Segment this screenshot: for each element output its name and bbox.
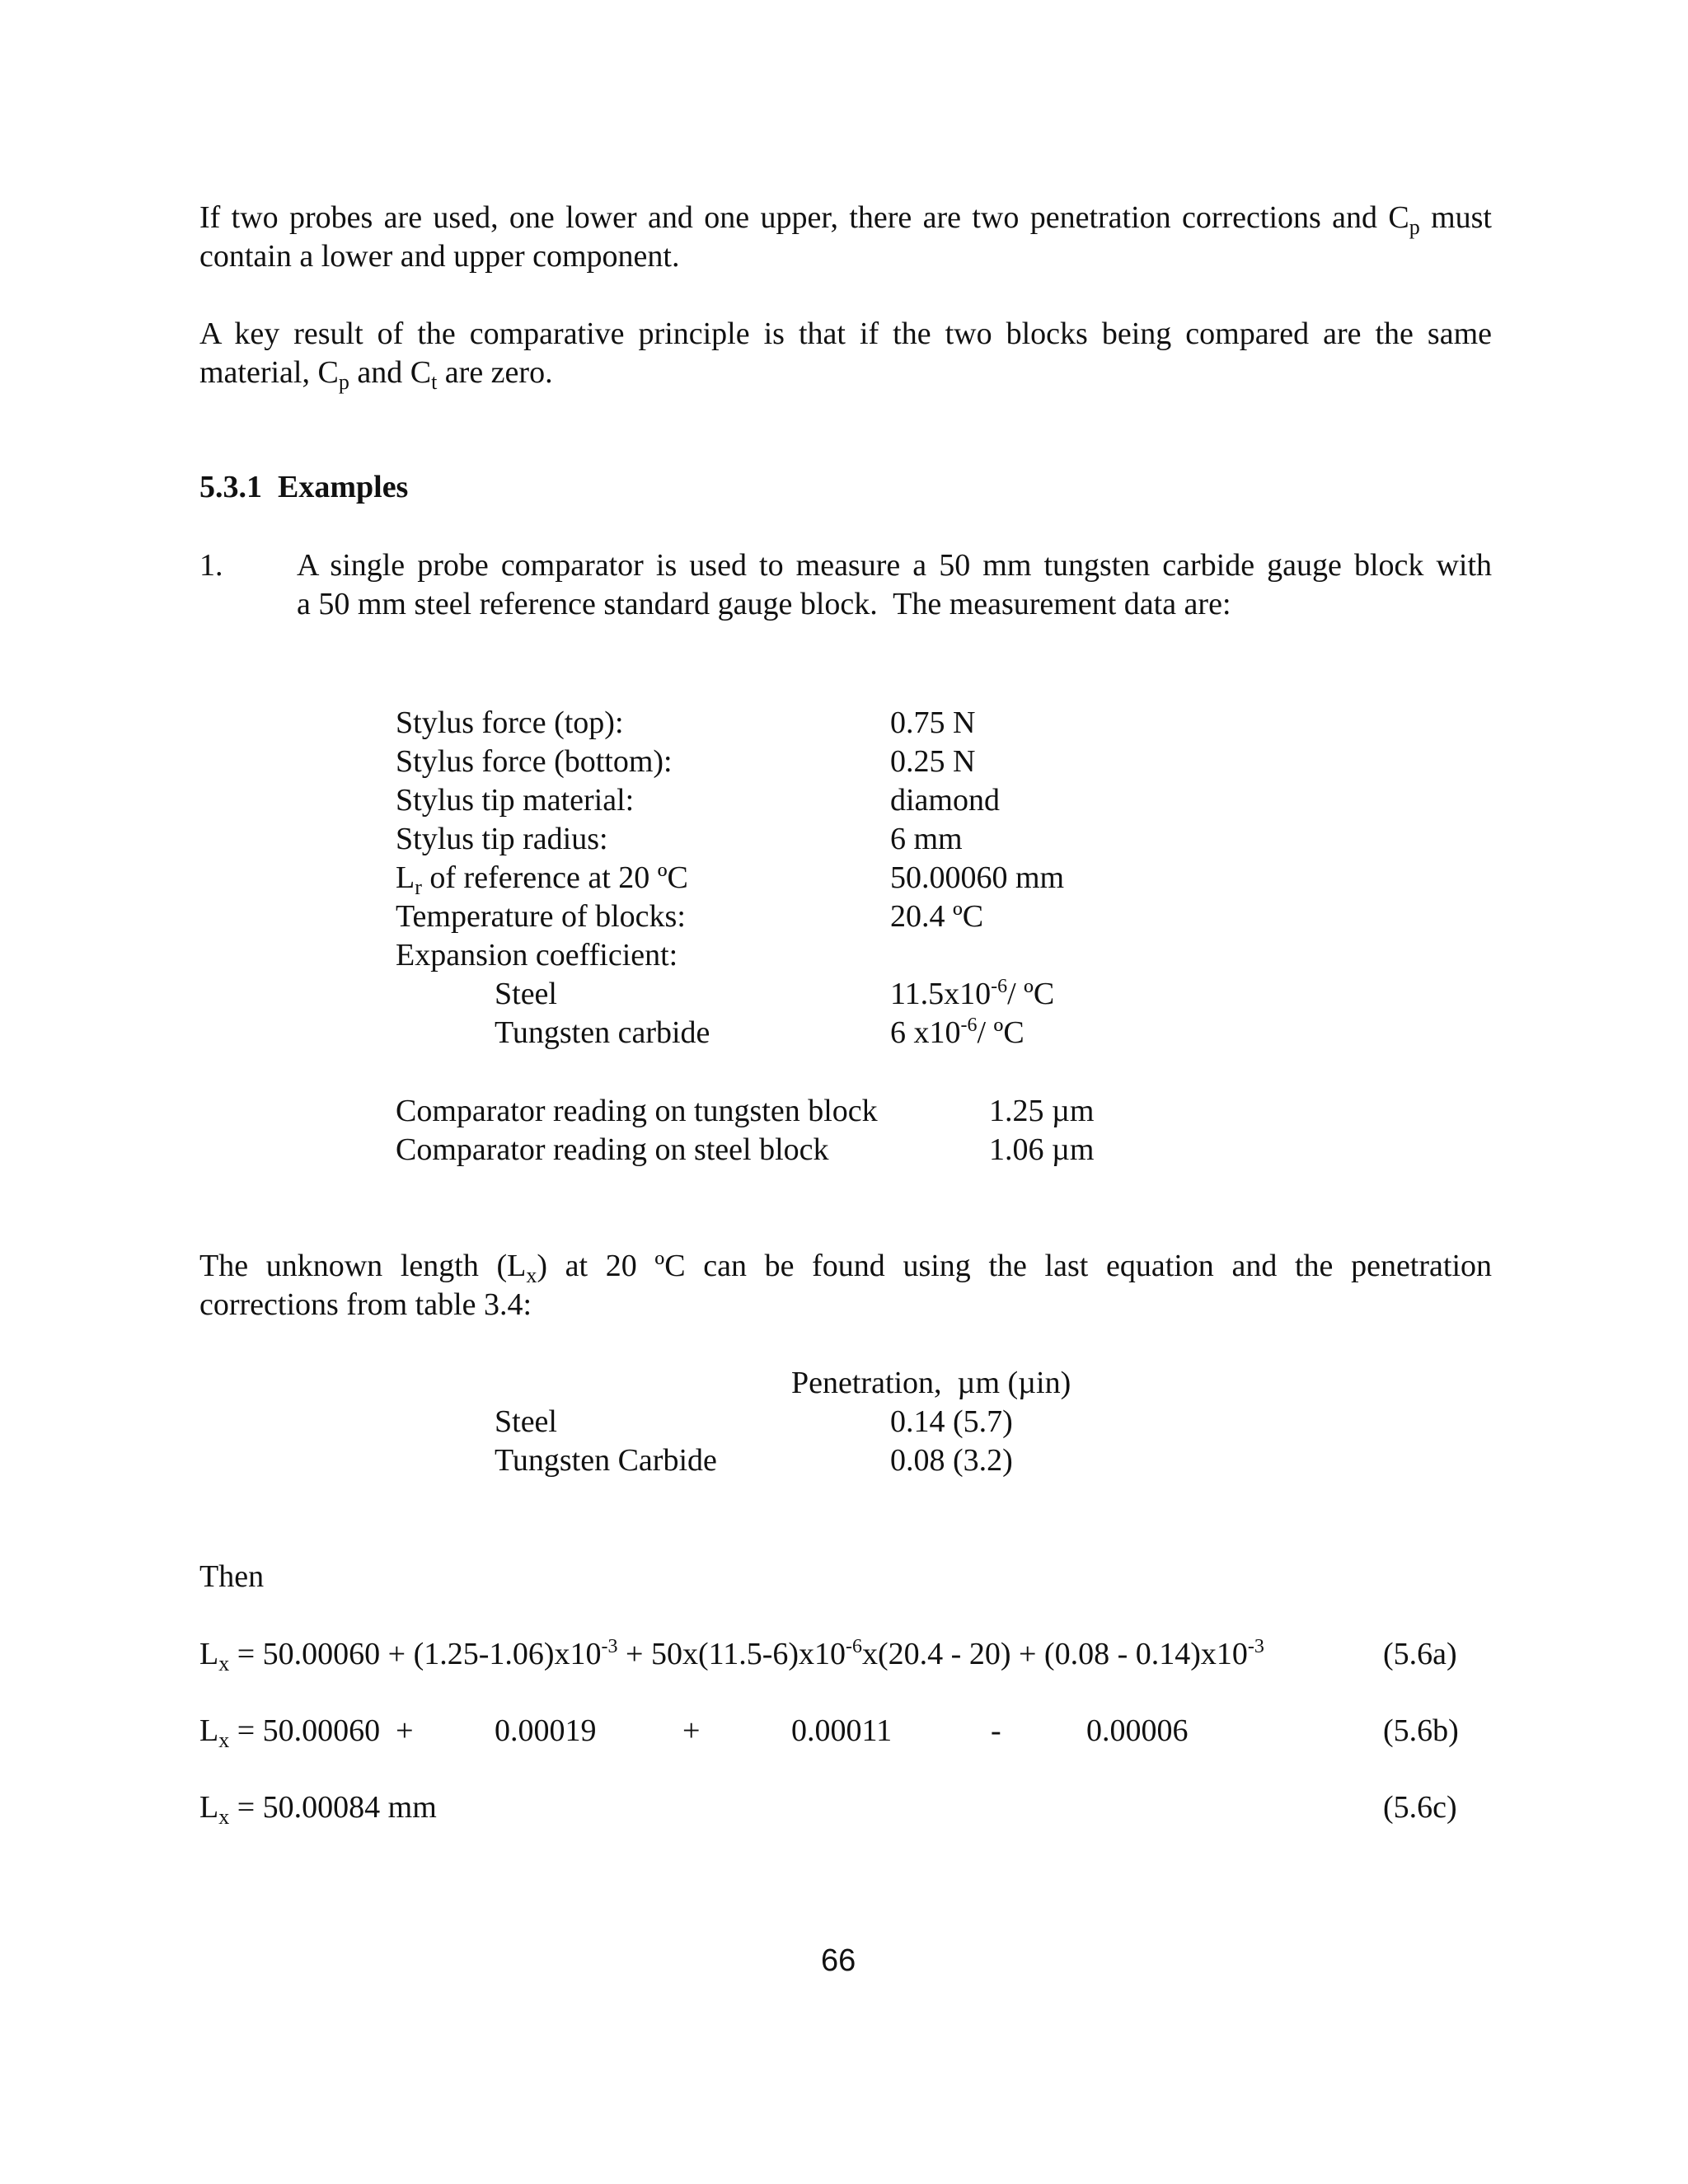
text: L — [199, 1790, 219, 1825]
reading-label: Comparator reading on tungsten block — [396, 1094, 878, 1128]
data-label: Stylus force (top): — [396, 705, 624, 740]
paragraph-key-result — [199, 315, 1492, 392]
data-label: Temperature of blocks: — [396, 899, 686, 934]
paragraph-line — [199, 1247, 1492, 1286]
example-text — [297, 546, 1492, 624]
data-value: diamond — [890, 783, 1000, 818]
subscript: t — [431, 370, 438, 394]
equation-5-6a — [199, 1635, 1264, 1674]
equation-term: 0.00006 — [1086, 1713, 1189, 1748]
superscript: -6 — [991, 976, 1008, 997]
section-heading: 5.3.1 Examples — [199, 470, 409, 504]
equation-operator: - — [991, 1713, 1001, 1748]
paragraph-line: A key result of the comparative principle is that if the two blocks being compared are the same — [199, 316, 1492, 351]
subscript: r — [415, 875, 422, 899]
page-number: 66 — [821, 1943, 856, 1978]
example-line: A single probe comparator is used to measure a 50 mm tungsten carbide gauge block with — [297, 548, 1492, 583]
text: The unknown length (L — [199, 1249, 527, 1283]
equation-operator: + — [682, 1713, 701, 1748]
text: + 50x(11.5-6)x10 — [617, 1637, 846, 1671]
data-value — [890, 975, 1054, 1014]
text: / ºC — [977, 1015, 1025, 1050]
subscript: x — [218, 1805, 230, 1829]
example-line: a 50 mm steel reference standard gauge block. The measurement data are: — [297, 587, 1231, 621]
table-cell-material: Tungsten Carbide — [495, 1443, 717, 1478]
superscript: -6 — [960, 1015, 978, 1036]
subscript: x — [218, 1728, 230, 1752]
text: L — [396, 860, 415, 895]
data-label: Stylus force (bottom): — [396, 744, 673, 779]
data-label: Stylus tip material: — [396, 783, 635, 818]
paragraph-probes — [199, 199, 1492, 276]
subscript: p — [338, 370, 349, 394]
text: = 50.00060 + — [229, 1713, 414, 1748]
equation-number: (5.6c) — [1383, 1790, 1457, 1825]
text: / ºC — [1007, 977, 1055, 1011]
data-label: Stylus tip radius: — [396, 822, 608, 856]
data-value: 20.4 ºC — [890, 899, 984, 934]
subscript: x — [526, 1263, 537, 1287]
paragraph-line — [199, 199, 1492, 237]
table-cell-material: Steel — [495, 1404, 557, 1439]
data-label: Tungsten carbide — [495, 1015, 710, 1050]
text: L — [199, 1713, 219, 1748]
text: L — [199, 1637, 219, 1671]
equation-term: 0.00019 — [495, 1713, 597, 1748]
data-label: Steel — [495, 977, 557, 1011]
data-label: Expansion coefficient: — [396, 938, 678, 972]
data-value — [890, 1014, 1025, 1052]
text: must — [1419, 200, 1492, 235]
text: of reference at 20 ºC — [421, 860, 688, 895]
data-value: 0.75 N — [890, 705, 976, 740]
text: 6 x10 — [890, 1015, 961, 1050]
equation-term: 0.00011 — [791, 1713, 893, 1748]
data-value: 50.00060 mm — [890, 860, 1065, 895]
text: x(20.4 - 20) + (0.08 - 0.14)x10 — [862, 1637, 1248, 1671]
data-value: 6 mm — [890, 822, 963, 856]
equation-5-6c — [199, 1788, 437, 1827]
superscript: -3 — [1247, 1636, 1264, 1657]
reading-label: Comparator reading on steel block — [396, 1132, 829, 1167]
reading-value: 1.25 µm — [989, 1094, 1095, 1128]
superscript: -3 — [601, 1636, 618, 1657]
text: = 50.00060 + (1.25-1.06)x10 — [229, 1637, 602, 1671]
paragraph-line — [199, 354, 1492, 392]
reading-value: 1.06 µm — [989, 1132, 1095, 1167]
text: material, C — [199, 355, 339, 390]
text: = 50.00084 mm — [229, 1790, 437, 1825]
text: are zero. — [437, 355, 553, 390]
example-number: 1. — [199, 548, 223, 583]
text: 11.5x10 — [890, 977, 992, 1011]
then-label: Then — [199, 1559, 265, 1594]
equation-5-6b — [199, 1712, 414, 1750]
subscript: x — [218, 1652, 230, 1675]
subscript: p — [1409, 215, 1420, 239]
table-cell-value: 0.08 (3.2) — [890, 1443, 1013, 1478]
equation-number: (5.6b) — [1383, 1713, 1459, 1748]
text: ) at 20 ºC can be found using the last equation and the penetration — [537, 1249, 1493, 1283]
table-cell-value: 0.14 (5.7) — [890, 1404, 1013, 1439]
data-label — [396, 859, 688, 898]
paragraph-line: contain a lower and upper component. — [199, 239, 680, 274]
table-header: Penetration, µm (µin) — [791, 1366, 1071, 1400]
paragraph-line: corrections from table 3.4: — [199, 1287, 532, 1322]
paragraph-unknown-length — [199, 1247, 1492, 1324]
data-value: 0.25 N — [890, 744, 976, 779]
text: If two probes are used, one lower and one upper, there are two penetration corrections and C — [199, 200, 1409, 235]
equation-number: (5.6a) — [1383, 1637, 1457, 1671]
superscript: -6 — [846, 1636, 863, 1657]
text: and C — [349, 355, 432, 390]
